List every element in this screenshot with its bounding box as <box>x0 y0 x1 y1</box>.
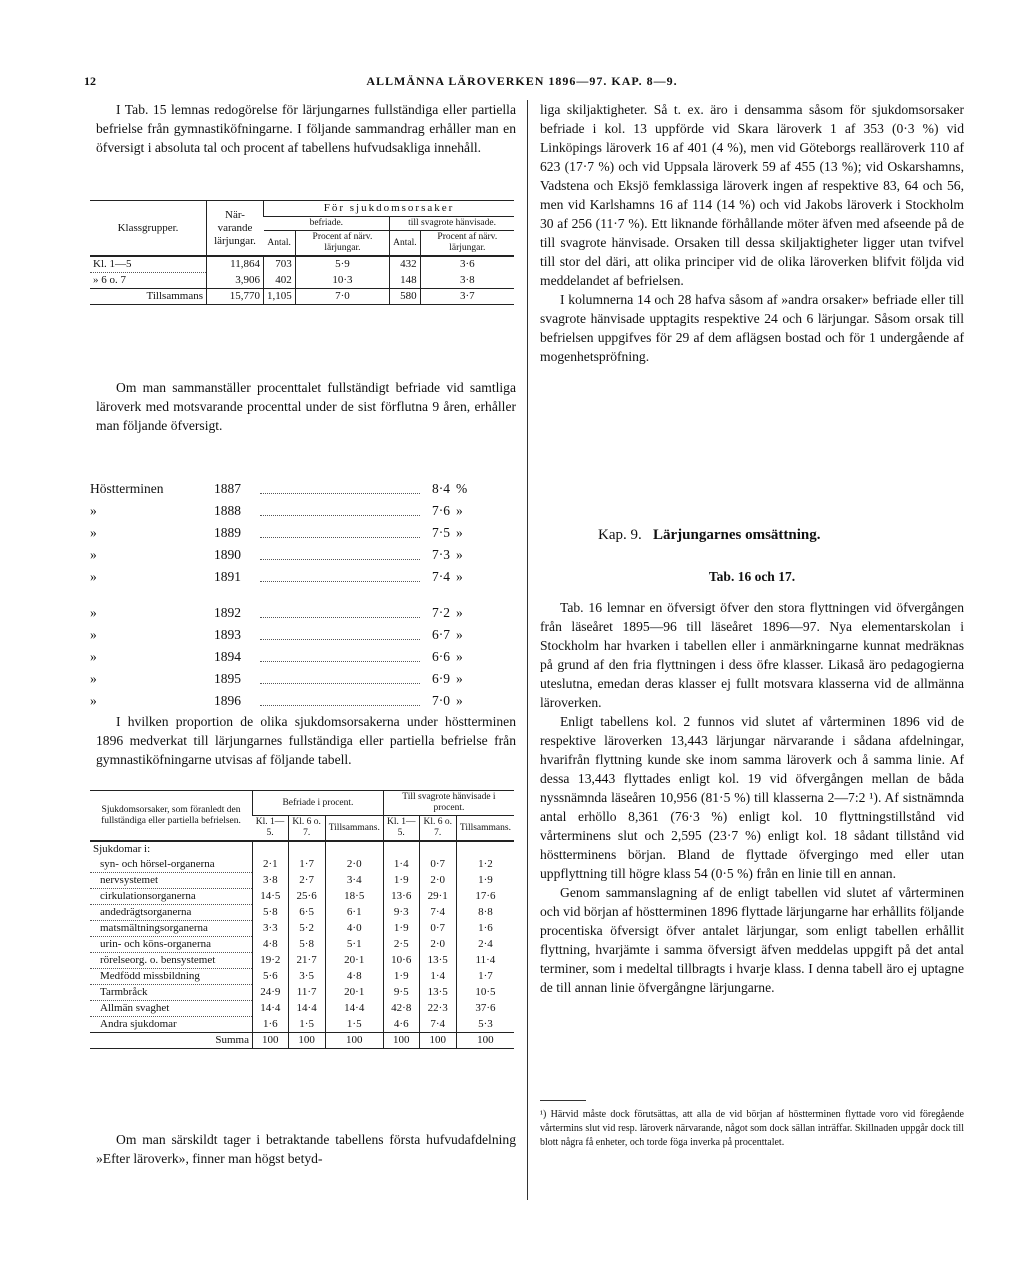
th-antal-1: Antal. <box>267 237 291 248</box>
table-row: Andra sjukdomar 1·6 1·5 1·5 4·6 7·4 5·3 <box>90 1017 514 1033</box>
row-year: 1889 <box>214 525 241 540</box>
leader-dots <box>260 529 420 538</box>
hosttermin-row <box>90 478 476 500</box>
hosttermin-row <box>90 646 476 668</box>
row-unit: » <box>456 649 463 664</box>
column-divider <box>527 100 528 1200</box>
table-row: nervsystemet 3·8 2·7 3·4 1·9 2·0 1·9 <box>90 873 514 889</box>
row-value: 6·6 <box>432 649 450 664</box>
hosttermin-row <box>90 602 476 624</box>
leader-dots <box>260 507 420 516</box>
hosttermin-row <box>90 690 476 712</box>
row-label: » <box>90 525 97 540</box>
leader-dots <box>260 609 420 618</box>
th-befriade-procent: Befriade i procent. <box>253 791 384 816</box>
table-row: Kl. 1—5 11,864 703 5·9 432 3·6 <box>90 256 514 273</box>
row-value: 6·7 <box>432 627 450 642</box>
row-unit: % <box>456 481 468 496</box>
table-total-row: Summa 100 100 100 100 100 100 <box>90 1033 514 1049</box>
th-procent-1: Procent af närv. lärjungar. <box>295 231 389 257</box>
row-unit: » <box>456 525 463 540</box>
page-number: 12 <box>84 74 96 88</box>
table-reference: Tab. 16 och 17. <box>708 569 796 584</box>
leader-dots <box>260 675 420 684</box>
section-label: Sjukdomar i: <box>93 843 151 855</box>
th-klassgrupper: Klassgrupper. <box>117 221 179 234</box>
row-label: » <box>90 649 97 664</box>
intro-paragraph: I Tab. 15 lemnas redogörelse för lärjungarnes fullständiga eller partiella befrielse från gymnastiköfningarne. I följande sammandrag erhåller man en öfversigt i absoluta tal och procent af tabellens hufvudsakliga innehåll. <box>96 102 516 155</box>
row-label: » <box>90 671 97 686</box>
row-label: » <box>90 569 97 584</box>
row-label: » <box>90 627 97 642</box>
leader-dots <box>260 697 420 706</box>
summary-paragraph: Genom sammanslagning af de enligt tabellen vid slutet af vårterminen och vid början af höstterminen 1896 flyttade lärjungarne har erhållits följande procentiska öfversigt öfver antalet lärjungar, som enligt tabellen erhållit flyttning, hvarjämte i samma öfversigt äfven meddelas uppgift på det antal terminer, som i medeltal tillbragts i hvarje klass. I denna tabell äro ej uptagne de till annan linie öfvergångne lärjungarne. <box>540 885 964 995</box>
row-year: 1892 <box>214 605 241 620</box>
row-value: 7·5 <box>432 525 450 540</box>
row-year: 1891 <box>214 569 241 584</box>
th-procent-2: Procent af närv. lärjungar. <box>420 231 514 257</box>
footnote: ¹) Härvid måste dock förutsättas, att alla de vid början af höstterminen flyttade voro vid föregående vårtermins slut vid resp. läroverk närvarande, något som dock sällan inträffar. Skillnaden uppgår dock till blott några få enheter, och torde föga inverka på procenttalet. <box>540 1109 964 1148</box>
row-label: » <box>90 605 97 620</box>
proportion-paragraph: I hvilken proportion de olika sjukdomsorsakerna under höstterminen 1896 medverkat till lärjungarnes fullständiga eller partiella befrielse från gymnastiköfningarne utvisas af följande tabell. <box>96 714 516 767</box>
row-value: 7·6 <box>432 503 450 518</box>
row-year: 1893 <box>214 627 241 642</box>
row-year: 1888 <box>214 503 241 518</box>
th-befriade: befriade. <box>309 218 344 228</box>
table-row: urin- och köns-organerna 4·8 5·8 5·1 2·5 2·0 2·4 <box>90 937 514 953</box>
table-row: cirkulationsorganerna 14·5 25·6 18·5 13·6 29·1 17·6 <box>90 889 514 905</box>
th-narvarande: När- varande lärjungar. <box>207 201 264 257</box>
right-para-2 <box>540 598 964 997</box>
row-value: 7·4 <box>432 569 450 584</box>
comparison-paragraph: Om man sammanställer procenttalet fullständigt befriade vid samtliga läroverk med motsvarande procenttal under de sist förflutna 9 åren, erhåller man följande öfversigt. <box>96 380 516 433</box>
row-year: 1894 <box>214 649 241 664</box>
summary-table <box>90 200 514 305</box>
row-unit: » <box>456 547 463 562</box>
row-year: 1890 <box>214 547 241 562</box>
differences-paragraph: liga skiljaktigheter. Så t. ex. äro i densamma såsom för sjukdomsorsaker befriade i kol. 13 uppförde vid Skara läroverk 1 af 353 (0·3 %) vid Linköpings läroverk 16 af 401 (4 %), men vid Göteborgs realläroverk 110 af 623 (17·7 %) och vid Uppsala läroverk 59 af 455 (13 %); vid Oskarshamns, Vadstena och Eksjö femklassiga läroverk ingen af respektive 83, 64 och 56, men vid Karlshamns 16 af 114 (14 %) och vid Jakobs läroverk i Stockholm 30 af 256 (11·7 %). Ett liknande förhållande möter äfven med afseende på de till svagrote hänvisade. Orsaken till dessa skiljaktigheter ligger utan tvifvel till stor del däri, att olika principer vid de olika läroverken blifvit följda vid meddelandet af befrielsen. <box>540 102 964 288</box>
hosttermin-row <box>90 566 476 588</box>
row-value: 8·4 <box>432 481 450 496</box>
table-row: syn- och hörsel-organerna 2·1 1·7 2·0 1·4 0·7 1·2 <box>90 857 514 873</box>
left-para-1 <box>96 100 516 157</box>
row-label: » <box>90 693 97 708</box>
chapter-number: Kap. 9. <box>598 527 642 543</box>
row-unit: » <box>456 671 463 686</box>
row-label: Höstterminen <box>90 481 164 496</box>
row-value: 6·9 <box>432 671 450 686</box>
row-unit: » <box>456 627 463 642</box>
row-year: 1896 <box>214 693 241 708</box>
table-row: rörelseorg. o. bensystemet 19·2 21·7 20·1 10·6 13·5 11·4 <box>90 953 514 969</box>
row-unit: » <box>456 693 463 708</box>
leader-dots <box>260 573 420 582</box>
left-para-2 <box>96 378 516 435</box>
closing-paragraph: Om man särskildt tager i betraktande tabellens första hufvudafdelning »Efter läroverk», finner man högst betyd- <box>96 1132 516 1166</box>
hosttermin-row <box>90 544 476 566</box>
left-para-4 <box>96 1130 516 1168</box>
row-unit: » <box>456 569 463 584</box>
row-value: 7·2 <box>432 605 450 620</box>
chapter-heading <box>598 527 821 544</box>
row-label: » <box>90 547 97 562</box>
columns-paragraph: I kolumnerna 14 och 28 hafva såsom af »andra orsaker» befriade eller till svagrote hänvisade upptagits respektive 24 och 6 lärjungar. Såsom orsak till befrielsen uppgifves för 29 af dem aflägsen bostad och för 1 undergående af mogenhetspröfning. <box>540 292 964 364</box>
hosttermin-row <box>90 624 476 646</box>
hosttermin-row <box>90 522 476 544</box>
right-para-1 <box>540 100 964 366</box>
row-year: 1895 <box>214 671 241 686</box>
leader-dots <box>260 653 420 662</box>
table-row: matsmältningsorganerna 3·3 5·2 4·0 1·9 0·7 1·6 <box>90 921 514 937</box>
flyttning-paragraph: Tab. 16 lemnar en öfversigt öfver den stora flyttningen vid öfvergången från läseåret 1895—96 till läseåret 1896—97. Nya elementarskolan i Stockholm har hvarken i tabellen eller i anmärkningarne kunnat medräknas på grund af den fria flyttningen i dess öfre klasser. Likaså äro pedagogierna uteslutna, emedan deras klasser ej fullt motsvara klasserna vid de allmänna läroverken. <box>540 600 964 710</box>
row-label: » <box>90 503 97 518</box>
table-row: andedrägtsorganerna 5·8 6·5 6·1 9·3 7·4 8·8 <box>90 905 514 921</box>
hosttermin-list <box>90 478 476 712</box>
row-year: 1887 <box>214 481 241 496</box>
th-svagrote: till svagrote hänvisade. <box>390 217 514 231</box>
running-title: ALLMÄNNA LÄROVERKEN 1896—97. KAP. 8—9. <box>366 74 678 88</box>
table-row: » 6 o. 7 3,906 402 10·3 148 3·8 <box>90 273 514 289</box>
row-unit: » <box>456 605 463 620</box>
row-value: 7·3 <box>432 547 450 562</box>
th-antal-2: Antal. <box>390 231 420 257</box>
row-value: 7·0 <box>432 693 450 708</box>
th-sjukdomsorsaker: För sjukdomsorsaker <box>264 201 515 217</box>
th-orsak: Sjukdomsorsaker, som föranledt den fullständiga eller partiella befrielsen. <box>101 804 241 826</box>
row-unit: » <box>456 503 463 518</box>
hosttermin-row <box>90 500 476 522</box>
table-total-row: Tillsammans 15,770 1,105 7·0 580 3·7 <box>90 289 514 305</box>
table-row: Medfödd missbildning 5·6 3·5 4·8 1·9 1·4 1·7 <box>90 969 514 985</box>
table-row: Allmän svaghet 14·4 14·4 14·4 42·8 22·3 37·6 <box>90 1001 514 1017</box>
chapter-title: Lärjungarnes omsättning. <box>653 527 821 543</box>
disease-table: Sjukdomsorsaker, som föranledt den fullständiga eller partiella befrielsen. Befriade i procent. Till svagrote hänvisade i procent. Kl. 1—5. Kl. 6 o. 7. Tillsammans. Kl. 1—5. Kl. 6 o. 7. Tillsammans. Sjukdomar i: syn- och hörsel-organerna 2·1 1·7 2·0 1·4 0·7 1·2 nervsystemet 3·8 2·7 3·4 1·9 2·0 1·9 cirkulationsorganerna 14·5 25·6 18·5 13·6 29·1 17·6 andedrägtsorganerna 5·8 6·5 6·1 9·3 7·4 8·8 matsmältningsorganerna 3·3 5·2 4·0 1·9 0·7 1·6 urin- och köns-organerna 4·8 5·8 5·1 2·5 2·0 2·4 rörelseorg. o. bensystemet 19·2 21·7 20·1 10·6 13·5 11·4 Medfödd missbildning 5·6 3·5 4·8 1·9 1·4 1·7 Tarmbråck 24·9 11·7 20·1 9·5 13·5 10·5 Allmän svaghet 14·4 14·4 14·4 42·8 22·3 37·6 Andra sjukdomar 1·6 1·5 1·5 4·6 7·4 5·3 Summa 100 100 100 100 100 100 <box>90 790 514 1049</box>
leader-dots <box>260 631 420 640</box>
th-svagrote-procent: Till svagrote hänvisade i procent. <box>383 791 514 816</box>
left-para-3 <box>96 712 516 769</box>
statistics-paragraph: Enligt tabellens kol. 2 funnos vid slutet af vårterminen 1896 vid de respektive läroverken 13,443 lärjungar närvarande i sådana afdelningar, hvarifrån flyttning kunde ske inom samma läroverk och å samma linie. Af dessa 13,443 flyttades enligt kol. 19 vid öfvergången mellan de båda nyssnämnda läseåren 10,956 (81·5 %) till klasserna 2—7:2 ¹). Af sistnämnda antal erhöllo 8,361 (76·3 %) enligt kol. 10 flyttningstillstånd vid vårterminens slut och 2,595 (23·7 %) enligt kol. 18 sådant tillstånd vid höstterminens början. Bland de flyttade öfvergingo med eller utan uppflyttning till högre klass 54 (0·5 %) från en linie till en annan. <box>540 714 964 881</box>
leader-dots <box>260 485 420 494</box>
hosttermin-row <box>90 668 476 690</box>
footnote-rule <box>540 1100 586 1101</box>
leader-dots <box>260 551 420 560</box>
table-row: Tarmbråck 24·9 11·7 20·1 9·5 13·5 10·5 <box>90 985 514 1001</box>
